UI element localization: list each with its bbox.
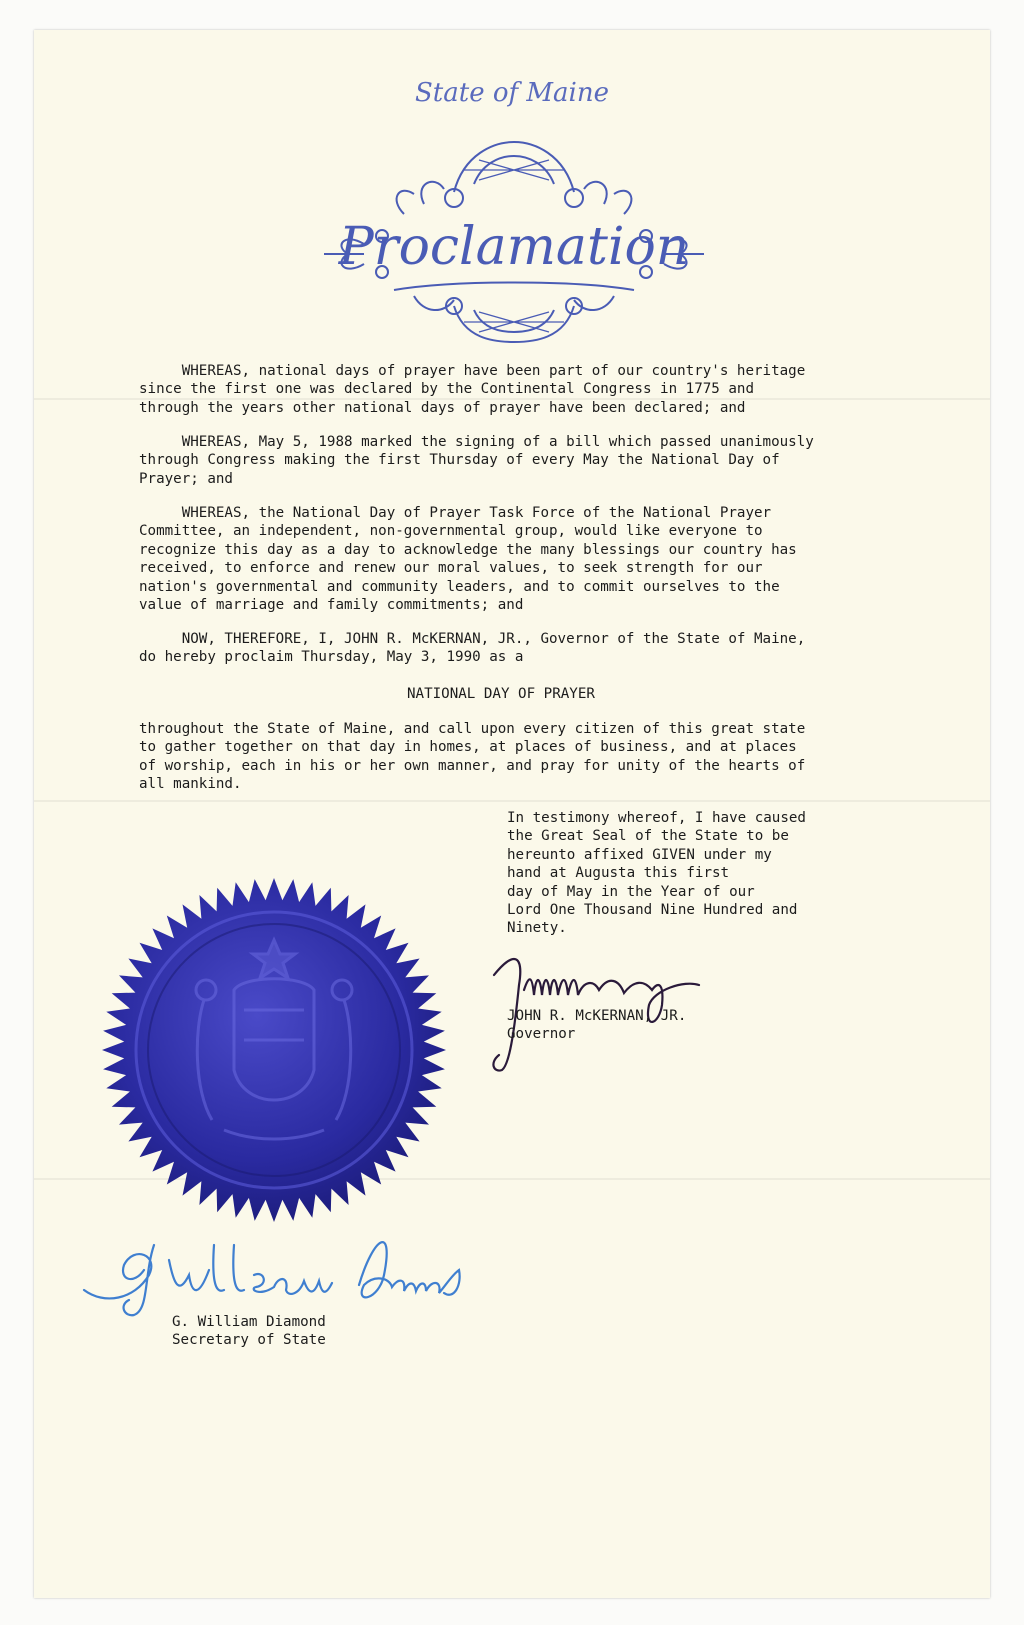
secretary-title: Secretary of State <box>172 1332 326 1348</box>
governor-name: JOHN R. McKERNAN, JR. <box>507 1008 687 1024</box>
whereas-paragraph-3: WHEREAS, the National Day of Prayer Task Force of the National Prayer Committee, an independent, non-governmental group, would like everyone to recognize this day as a day to acknowledge the many blessings our country has received, to enforce and renew our moral values, to seek strength for our nation's governmental and community leaders, and to commit ourselves to the value of marriage and family commitments; and <box>139 505 797 614</box>
call-to-citizens-paragraph: throughout the State of Maine, and call upon every citizen of this great state to gather together on that day in homes, at places of business, and at places of worship, each in his or her own manner, and pray for unity of the hearts of all mankind. <box>139 721 806 793</box>
governor-title: Governor <box>507 1026 576 1042</box>
therefore-paragraph: NOW, THEREFORE, I, JOHN R. McKERNAN, JR., Governor of the State of Maine, do hereby proclaim Thursday, May 3, 1990 as a <box>139 631 806 666</box>
secretary-name: G. William Diamond <box>172 1314 326 1330</box>
seal-starburst <box>102 878 446 1222</box>
proclamation-document <box>34 30 990 1598</box>
whereas-paragraph-2: WHEREAS, May 5, 1988 marked the signing of a bill which passed unanimously through Congress making the first Thursday of every May the National Day of Prayer; and <box>139 434 814 487</box>
proclamation-ornament <box>304 114 724 344</box>
proclaimed-day: NATIONAL DAY OF PRAYER <box>407 686 595 702</box>
secretary-signature <box>74 1215 474 1325</box>
whereas-paragraph-1: WHEREAS, national days of prayer have been part of our country's heritage since the first one was declared by the Continental Congress in 1775 and through the years other national days of prayer have been declared; and <box>139 363 806 416</box>
testimony-block: In testimony whereof, I have caused the Great Seal of the State to be hereunto affixed GIVEN under my hand at Augusta this first day of May in the Year of our Lord One Thousand Nine Hundred and Ninety. <box>507 810 806 937</box>
proclamation-title: Proclamation <box>338 217 690 277</box>
fold-line-middle <box>34 800 990 802</box>
state-line: State of Maine <box>415 78 609 108</box>
great-seal <box>94 870 454 1230</box>
